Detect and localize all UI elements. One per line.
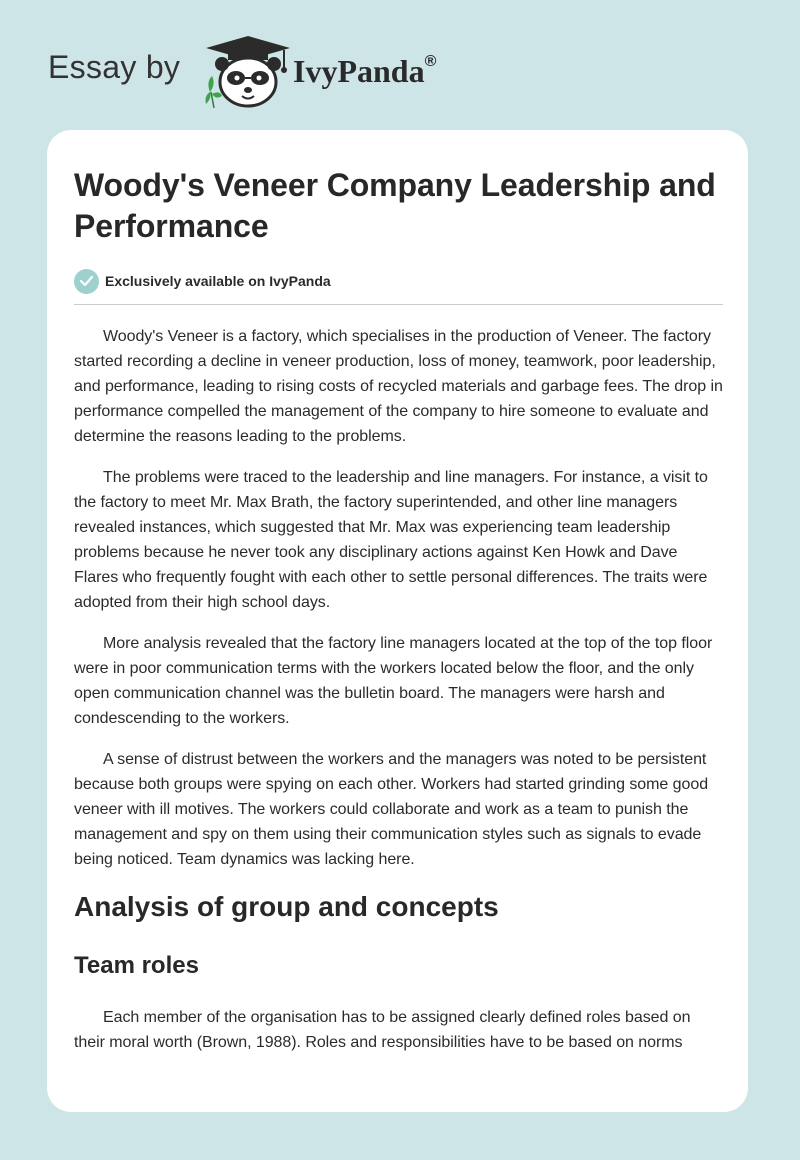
- paragraph: Woody's Veneer is a factory, which specialises in the production of Veneer. The factory started recording a decline in veneer production, loss of money, teamwork, poor leadership, and performance, leading to rising costs of recycled materials and garbage fees. The drop in performance compelled the management of the company to hire someone to evaluate and determine the reasons leading to the problems.: [74, 328, 723, 445]
- section-heading: Analysis of group and concepts: [74, 891, 499, 922]
- essay-card: [47, 130, 748, 1112]
- paragraph: A sense of distrust between the workers and the managers was noted to be persistent because both groups were spying on each other. Workers had started grinding some good veneer with ill motives. The workers could collaborate and work as a team to punish the management and spy on them using their communication styles such as signals to evade being noticed. Team dynamics was lacking here.: [74, 751, 709, 868]
- paragraph: Each member of the organisation has to be assigned clearly defined roles based on their moral worth (Brown, 1988). Roles and responsibilities have to be based on norms: [74, 1009, 691, 1051]
- page-title: Woody's Veneer Company Leadership and Performance: [74, 167, 716, 244]
- exclusive-label: Exclusively available on IvyPanda: [105, 273, 331, 289]
- brand-logo-text[interactable]: [293, 53, 436, 90]
- essay-body: [74, 324, 724, 872]
- essay-by-label: Essay by: [48, 49, 181, 85]
- subsection-body: [74, 1005, 724, 1055]
- panda-graduation-cap-icon[interactable]: [200, 34, 296, 110]
- divider: [74, 304, 723, 305]
- paragraph: The problems were traced to the leadership and line managers. For instance, a visit to the factory to meet Mr. Max Brath, the factory superintended, and other line managers revealed instances, which suggested that Mr. Max was experiencing team leadership problems because he never took any disciplinary actions against Ken Howk and Dave Flares who frequently fought with each other to settle personal differences. The traits were adopted from their high school days.: [74, 469, 708, 611]
- registered-mark: ®: [424, 53, 437, 71]
- paragraph: More analysis revealed that the factory line managers located at the top of the top floor were in poor communication terms with the workers located below the floor, and the only open communication channel was the bulletin board. The managers were harsh and condescending to the workers.: [74, 635, 713, 727]
- exclusive-badge: [74, 268, 724, 294]
- subsection-heading: Team roles: [74, 952, 199, 979]
- site-header: [0, 0, 800, 120]
- brand-name: IvyPanda: [293, 53, 425, 89]
- essay-content: [74, 130, 724, 1055]
- check-circle-icon: [74, 269, 99, 294]
